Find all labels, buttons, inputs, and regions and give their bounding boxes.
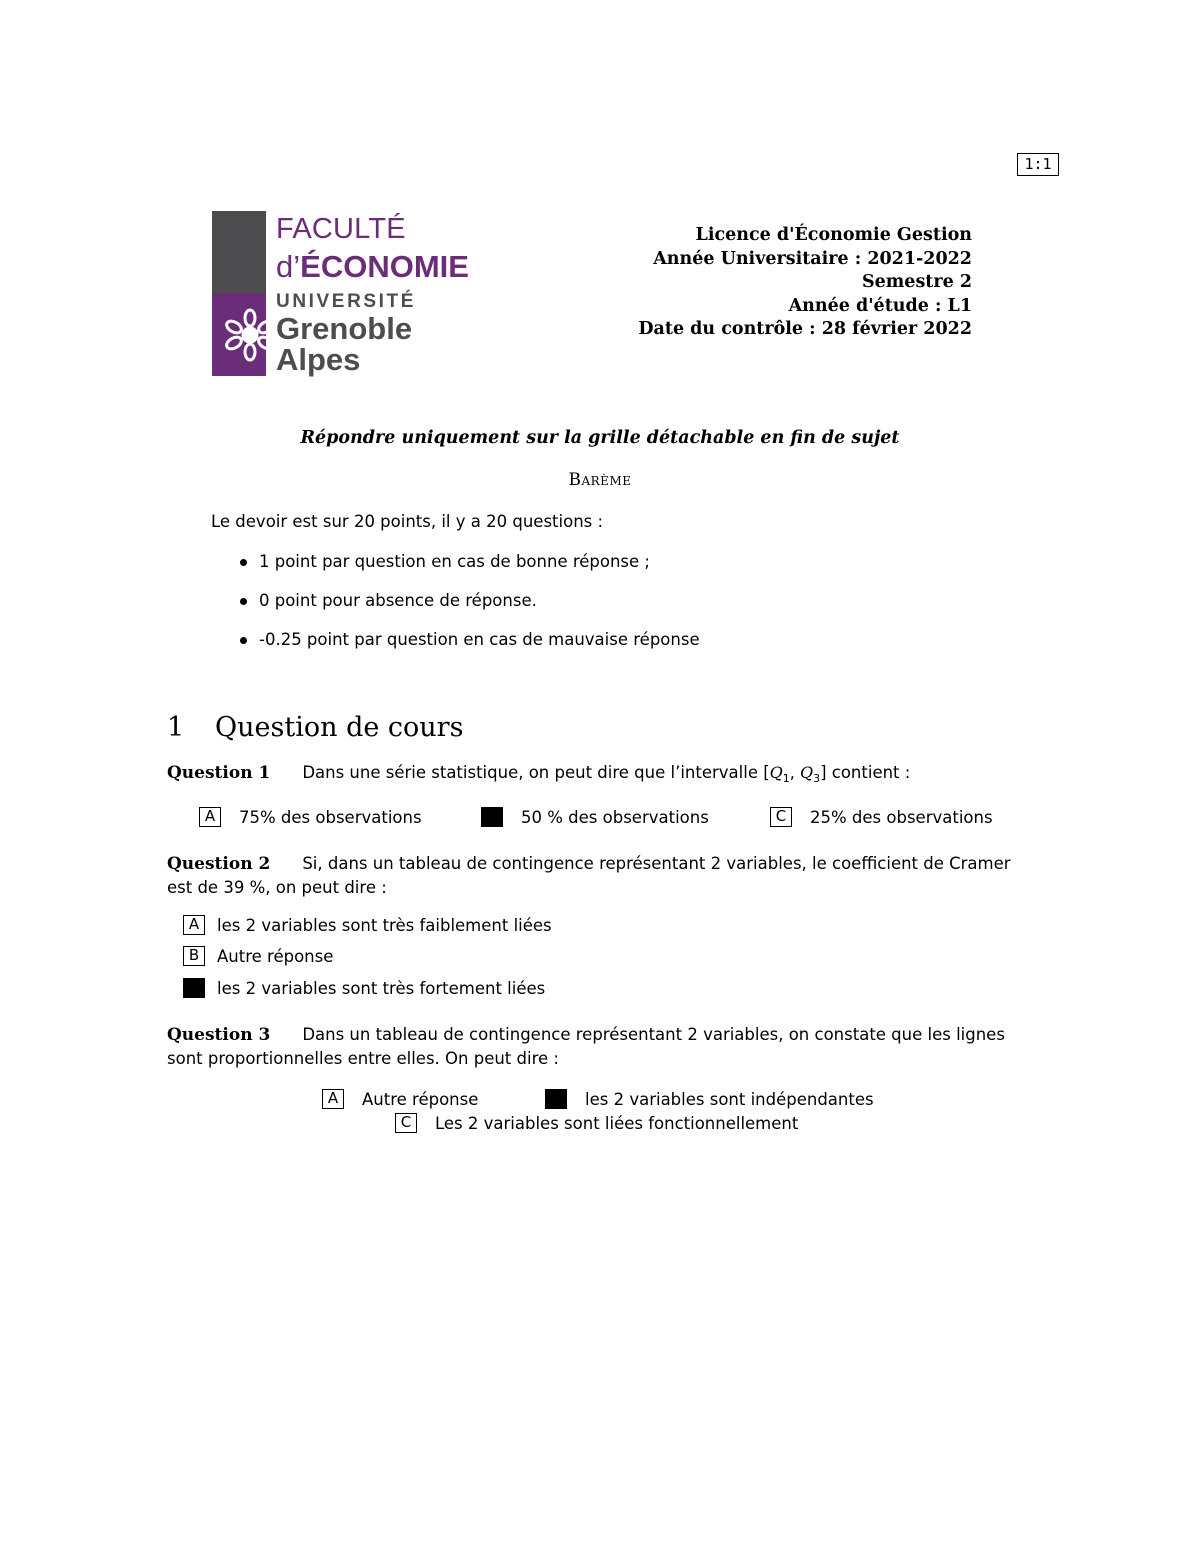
checkbox-a[interactable]: A: [322, 1089, 344, 1109]
q3-option-b[interactable]: les 2 variables sont indépendantes: [545, 1089, 874, 1109]
logo-text-economie: d’ÉCONOMIE: [276, 249, 469, 284]
semestre-line: Semestre 2: [862, 272, 972, 292]
question-1: Question 1 Dans une série statistique, on peut dire que l’intervalle [$Q_1$, $Q_3$] contient :: [167, 763, 911, 786]
faculty-logo: [212, 211, 472, 377]
checkbox-a[interactable]: A: [183, 915, 205, 935]
checkbox-b-filled[interactable]: [481, 807, 503, 827]
bareme-title: Barème: [568, 470, 632, 490]
bareme-intro: Le devoir est sur 20 points, il y a 20 questions :: [211, 512, 604, 531]
annee-universitaire-line: Année Universitaire : 2021-2022: [653, 248, 972, 269]
bareme-item: -0.25 point par question en cas de mauvaise réponse: [238, 628, 700, 667]
annee-etude-line: Année d'étude : L1: [788, 295, 972, 316]
checkbox-c-filled[interactable]: [183, 978, 205, 998]
checkbox-a[interactable]: A: [199, 807, 221, 827]
page-id-box: 1:1: [1017, 153, 1059, 176]
date-controle-line: Date du contrôle : 28 février 2022: [638, 319, 972, 339]
q2-option-c[interactable]: les 2 variables sont très fortement liées: [183, 978, 545, 998]
bareme-list: [238, 550, 700, 667]
logo-grey-block: [212, 211, 266, 293]
q2-option-a[interactable]: A les 2 variables sont très faiblement liées: [183, 915, 552, 935]
question-3: Question 3 Dans un tableau de contingence représentant 2 variables, on constate que les lignes sont proportionnelles entre elles. On peut dire :: [167, 1025, 1005, 1068]
logo-text-universite: UNIVERSITÉ: [276, 291, 417, 312]
section-heading: 1 Question de cours: [167, 712, 464, 743]
rosace-icon: [220, 303, 276, 367]
q3-option-c[interactable]: C Les 2 variables sont liées fonctionnellement: [395, 1113, 798, 1133]
checkbox-b[interactable]: B: [183, 946, 205, 966]
checkbox-c[interactable]: C: [395, 1113, 417, 1133]
logo-text-faculte: FACULTÉ: [276, 213, 406, 245]
q3-option-a[interactable]: A Autre réponse: [322, 1089, 478, 1109]
checkbox-b-filled[interactable]: [545, 1089, 567, 1109]
licence-line: Licence d'Économie Gestion: [695, 225, 972, 245]
q1-option-a[interactable]: A 75% des observations: [199, 807, 422, 827]
question-2: Question 2 Si, dans un tableau de contingence représentant 2 variables, le coefficient de Cramer est de 39 %, on peut dire :: [167, 854, 1011, 897]
bareme-item: 0 point pour absence de réponse.: [238, 589, 700, 628]
answer-instruction: Répondre uniquement sur la grille détachable en fin de sujet: [300, 428, 900, 448]
q2-option-b[interactable]: B Autre réponse: [183, 946, 333, 966]
logo-text-alpes: Alpes: [276, 342, 361, 377]
q1-option-c[interactable]: C 25% des observations: [770, 807, 993, 827]
bareme-item: 1 point par question en cas de bonne réponse ;: [238, 550, 700, 589]
q1-option-b[interactable]: 50 % des observations: [481, 807, 709, 827]
logo-text-grenoble: Grenoble: [276, 311, 413, 346]
exam-header-info: [638, 224, 972, 342]
checkbox-c[interactable]: C: [770, 807, 792, 827]
